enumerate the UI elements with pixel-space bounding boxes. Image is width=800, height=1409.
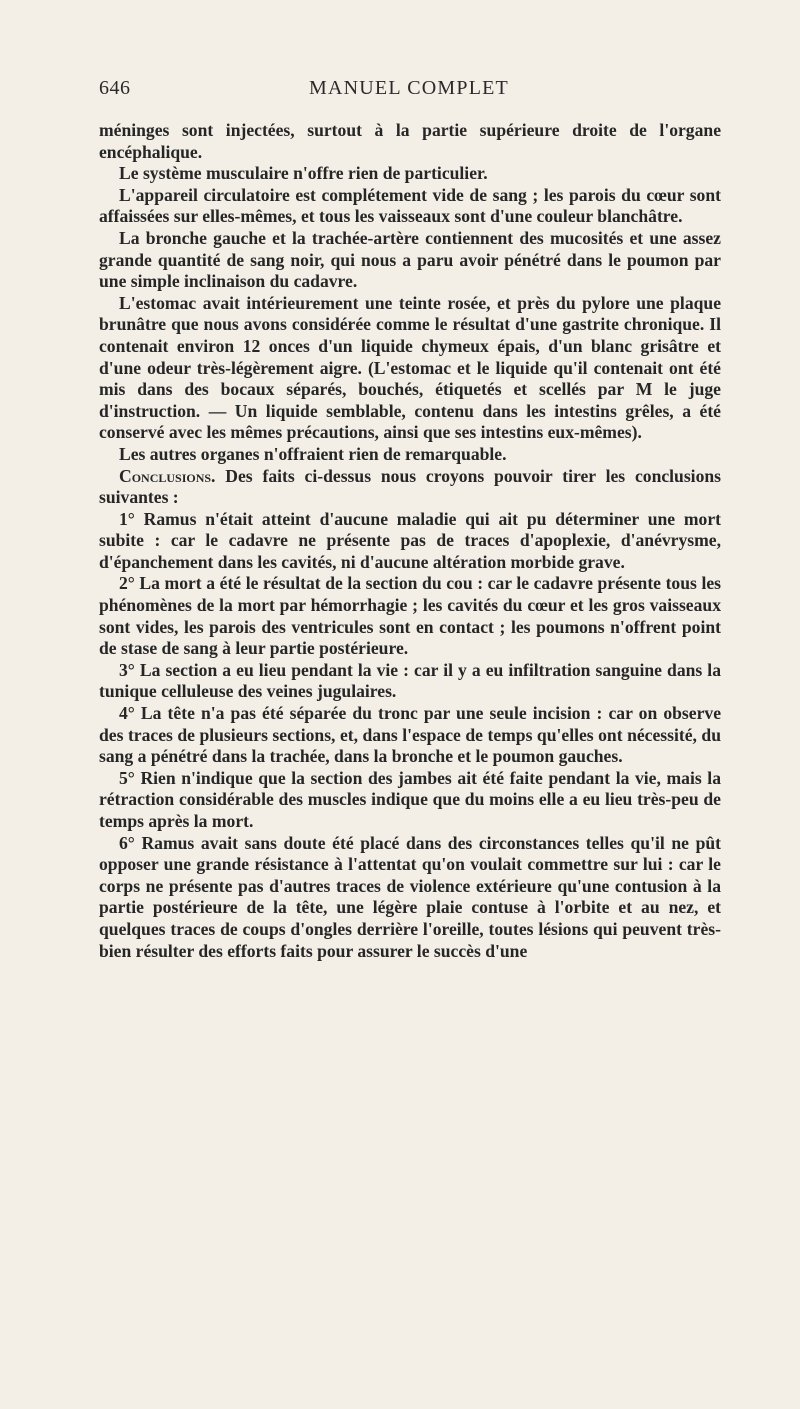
conclusions-text: Des faits ci-dessus nous croyons pouvoir tirer les conclusions suivantes :	[99, 465, 721, 508]
paragraph: L'estomac avait intérieurement une teinte rosée, et près du pylore une plaque brunâtre que nous avons considérée comme le résultat d'une gastrite chronique. Il contenait environ 12 onces d'un liquide chymeux épais, d'un blanc grisâtre et d'une odeur très-légèrement aigre. (L'estomac et le liquide qu'il contenait ont été mis dans des bocaux séparés, bouchés, étiquetés et scellés par M le juge d'instruction. — Un liquide semblable, contenu dans les intestins grêles, a été conservé avec les mêmes précautions, ainsi que ses intestins eux-mêmes).	[99, 292, 721, 443]
numbered-conclusion: 4° La tête n'a pas été séparée du tronc par une seule incision : car on observe des traces de plusieurs sections, et, dans l'espace de temps qu'elles ont nécessité, du sang a pénétré dans la trachée, dans la bronche et le poumon gauches.	[99, 703, 721, 767]
page-header	[99, 77, 719, 105]
numbered-conclusion: 1° Ramus n'était atteint d'aucune maladie qui ait pu déterminer une mort subite : car le cadavre ne présente pas de traces d'apoplexie, d'anévrysme, d'épanchement dans les cavités, ni d'aucune altération morbide grave.	[99, 508, 721, 572]
numbered-conclusion: 3° La section a eu lieu pendant la vie : car il y a eu infiltration sanguine dans la tunique celluleuse des veines jugulaires.	[99, 659, 721, 702]
paragraph: Les autres organes n'offraient rien de remarquable.	[119, 443, 507, 464]
page-number: 646	[99, 77, 131, 99]
running-title: MANUEL COMPLET	[309, 77, 509, 99]
paragraph: L'appareil circulatoire est complétement vide de sang ; les parois du cœur sont affaissées sur elles-mêmes, et tous les vaisseaux sont d'une couleur blanchâtre.	[99, 184, 721, 227]
paragraph: méninges sont injectées, surtout à la partie supérieure droite de l'organe encéphalique.	[99, 120, 721, 162]
numbered-conclusion: 6° Ramus avait sans doute été placé dans des circonstances telles qu'il ne pût opposer une grande résistance à l'attentat qu'on voulait commettre sur lui : car le corps ne présente pas d'autres traces de violence extérieure qu'une contusion à la partie postérieure de la tête, une légère plaie contuse à l'orbite et au nez, et quelques traces de coups d'ongles derrière l'oreille, toutes lésions qui peuvent très-bien résulter des efforts faits pour assurer le succès d'une	[99, 832, 721, 961]
paragraph: Le système musculaire n'offre rien de particulier.	[119, 163, 488, 184]
paragraph: La bronche gauche et la trachée-artère contiennent des mucosités et une assez grande quantité de sang noir, qui nous a paru avoir pénétré dans le poumon par une simple inclinaison du cadavre.	[99, 227, 721, 292]
body-text	[99, 120, 721, 962]
conclusions-paragraph	[99, 466, 721, 509]
conclusions-label: Conclusions.	[119, 465, 216, 486]
numbered-conclusion: 5° Rien n'indique que la section des jambes ait été faite pendant la vie, mais la rétraction considérable des muscles indique que du moins elle a eu lieu très-peu de temps après la mort.	[99, 767, 721, 831]
numbered-conclusion: 2° La mort a été le résultat de la section du cou : car le cadavre présente tous les phénomènes de la mort par hémorrhagie ; les cavités du cœur et les gros vaisseaux sont vides, les parois des ventricules sont en contact ; les poumons n'offrent point de stase de sang à leur partie postérieure.	[99, 573, 721, 659]
